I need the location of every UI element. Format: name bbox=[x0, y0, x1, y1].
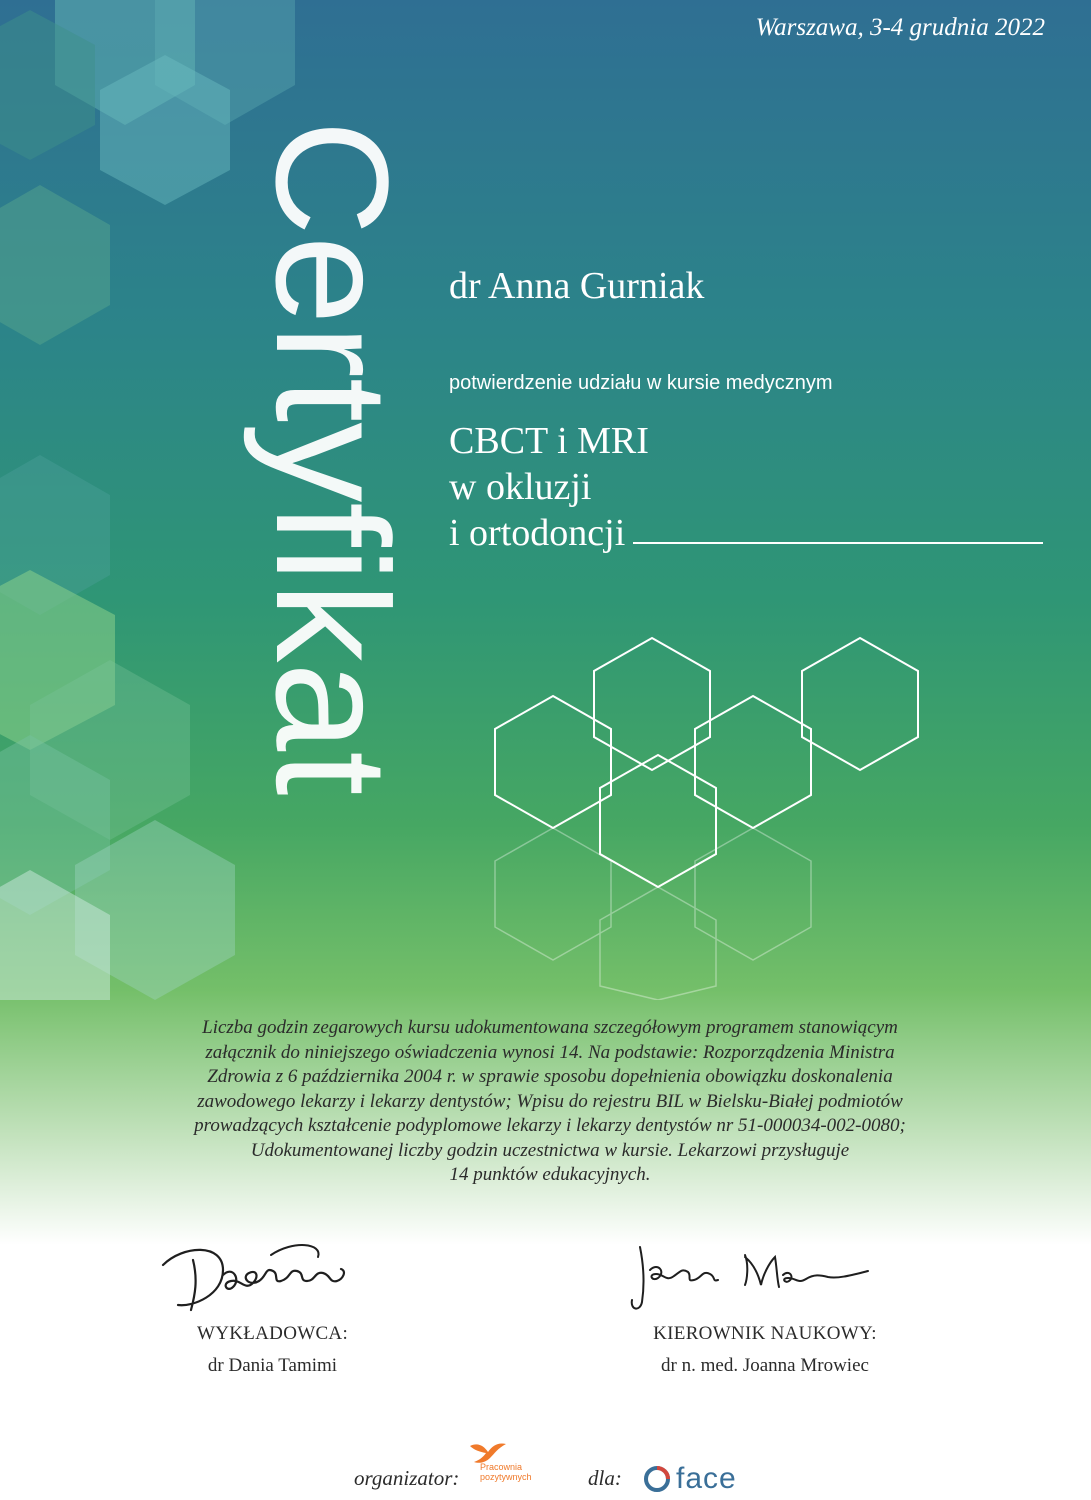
face-logo bbox=[642, 1462, 737, 1496]
legal-line-5: prowadzących kształcenie podyplomowe lekarzy i lekarzy dentystów nr 51-000034-002-0080; bbox=[194, 1115, 906, 1136]
course-title bbox=[449, 418, 1043, 556]
hexagon-reflection bbox=[495, 828, 811, 1000]
organizer-logo bbox=[466, 1440, 546, 1500]
legal-statement bbox=[110, 1016, 990, 1188]
scientific-director-role: KIEROWNIK NAUKOWY: bbox=[653, 1323, 877, 1344]
recipient-name: dr Anna Gurniak bbox=[449, 265, 705, 307]
organizer-logo-text: Pracownia pozytywnych bbox=[480, 1462, 532, 1482]
certificate-title: Certyfikat bbox=[243, 120, 422, 796]
vertical-title-area bbox=[232, 120, 432, 890]
lecturer-name: dr Dania Tamimi bbox=[207, 1355, 338, 1376]
event-date: Warszawa, 3-4 grudnia 2022 bbox=[755, 14, 1045, 41]
legal-line-7: 14 punktów edukacyjnych. bbox=[449, 1164, 651, 1185]
face-ring-icon bbox=[642, 1464, 672, 1494]
organizer-label: organizator: bbox=[354, 1466, 460, 1490]
legal-line-2: załącznik do niniejszego oświadczenia wynosi 14. Na podstawie: Rozporządzenia Ministra bbox=[205, 1041, 895, 1063]
scientific-director-signature-block bbox=[600, 1235, 930, 1377]
scientific-director-name: dr n. med. Joanna Mrowiec bbox=[661, 1355, 869, 1376]
legal-line-3: Zdrowia z 6 października 2004 r. w sprawie sposobu dopełnienia obowiązku doskonalenia bbox=[207, 1066, 893, 1087]
hexagon-outline-cluster bbox=[495, 638, 918, 887]
footer bbox=[0, 1440, 1091, 1500]
face-logo-text: face bbox=[676, 1462, 737, 1495]
course-title-line3: i ortodoncji bbox=[449, 512, 626, 554]
course-title-line1: CBCT i MRI bbox=[449, 420, 649, 462]
course-title-line3-row bbox=[449, 510, 1043, 556]
title-underline bbox=[633, 542, 1043, 544]
lecturer-signature-block bbox=[150, 1235, 395, 1377]
for-label: dla: bbox=[588, 1466, 622, 1490]
legal-line-4: zawodowego lekarzy i lekarzy dentystów; Wpisu do rejestru BIL w Bielsku-Białej podmiotów bbox=[197, 1090, 903, 1112]
scientific-director-signature bbox=[615, 1235, 915, 1315]
participation-subtitle: potwierdzenie udziału w kursie medycznym bbox=[449, 372, 833, 394]
legal-line-1: Liczba godzin zegarowych kursu udokumentowana szczegółowym programem stanowiącym bbox=[202, 1017, 898, 1038]
lecturer-role: WYKŁADOWCA: bbox=[196, 1323, 349, 1344]
lecturer-signature bbox=[153, 1235, 393, 1315]
legal-line-6: Udokumentowanej liczby godzin uczestnictwa w kursie. Lekarzowi przysługuje bbox=[250, 1139, 850, 1161]
course-title-line2: w okluzji bbox=[449, 466, 592, 508]
